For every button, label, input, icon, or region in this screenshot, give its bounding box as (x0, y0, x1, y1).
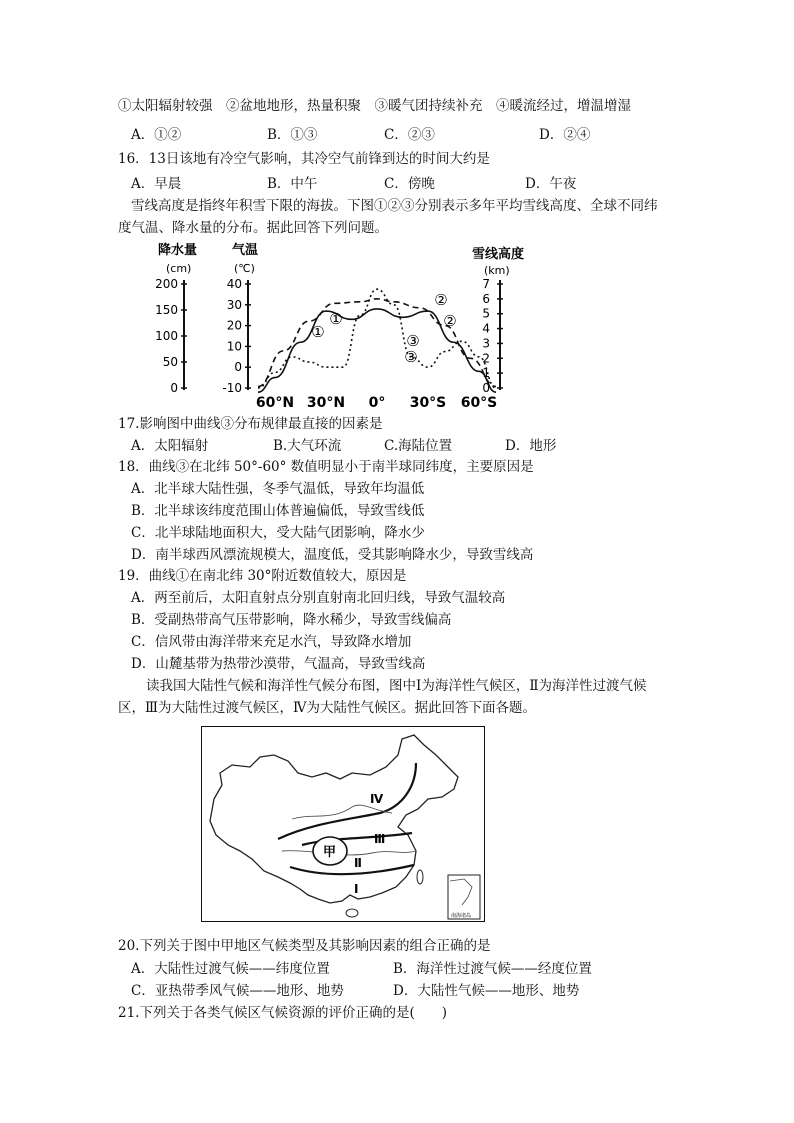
series-line-2 (258, 299, 496, 387)
q16-option-d[interactable]: D．午夜 (525, 176, 577, 192)
china-intro-line2: 区，Ⅲ为大陆性过渡气候区，Ⅳ为大陆性气候区。据此回答下面各题。 (118, 700, 537, 716)
q18-option-c[interactable]: C．北半球陆地面积大，受大陆气团影响，降水少 (131, 525, 425, 541)
q21-stem: 21.下列关于各类气候区气候资源的评价正确的是( ) (118, 1005, 448, 1021)
region-iv-label: Ⅳ (370, 792, 384, 806)
series-label-1: ① (329, 310, 343, 328)
yangtze-river (282, 851, 416, 855)
q20-stem: 20.下列关于图中甲地区气候类型及其影响因素的组合正确的是 (118, 938, 491, 954)
snow-tick-label: 4 (482, 321, 490, 336)
snow-tick-label: 7 (482, 277, 490, 291)
precip-tick-label: 100 (155, 329, 178, 343)
x-tick-label: 30°S (409, 395, 447, 411)
q15-option-c[interactable]: C．②③ (384, 127, 435, 143)
q20-option-b[interactable]: B．海洋性过渡气候——经度位置 (393, 961, 592, 977)
q15-option-a[interactable]: A．①② (131, 127, 182, 143)
temp-tick-label: 40 (226, 277, 242, 291)
snow-tick-label: 5 (482, 306, 490, 321)
snow-tick-label: 6 (482, 291, 490, 306)
series-label-2: ② (443, 312, 457, 330)
q15-option-d[interactable]: D．②④ (539, 127, 591, 143)
region-i-label: Ⅰ (354, 882, 359, 896)
region-jia-label: 甲 (323, 845, 337, 860)
boundary-iv-iii (278, 763, 416, 839)
q19-stem: 19．曲线①在南北纬 30°附近数值较大，原因是 (118, 568, 407, 584)
temp-tick-label: 0 (234, 360, 242, 375)
region-iii-label: Ⅲ (374, 832, 386, 846)
q18-option-d[interactable]: D．南半球西风漂流规模大，温度低，受其影响降水少，导致雪线高 (131, 547, 534, 563)
snow-tick-label: 0 (482, 381, 490, 395)
precip-tick-label: 200 (155, 277, 178, 291)
q17-option-d[interactable]: D．地形 (505, 438, 557, 454)
q16-option-c[interactable]: C．傍晚 (384, 176, 435, 192)
series-label-3: ③ (406, 332, 420, 350)
snow-tick-label: 1 (482, 366, 490, 381)
q15-factors: ①太阳辐射较强 ②盆地地形，热量积聚 ③暖气团持续补充 ④暖流经过，增温增湿 (118, 98, 631, 114)
x-tick-label: 0° (368, 395, 386, 411)
hainan-island (346, 909, 358, 917)
q19-option-b[interactable]: B．受副热带高气压带影响，降水稀少，导致雪线偏高 (131, 612, 452, 628)
q16-option-b[interactable]: B．中午 (267, 176, 318, 192)
series-label-1: ① (311, 323, 325, 341)
temp-tick-label: 10 (226, 339, 242, 354)
series-line-1 (258, 306, 496, 392)
q19-option-a[interactable]: A．两至前后，太阳直射点分别直射南北回归线，导致气温较高 (131, 590, 506, 606)
q18-option-b[interactable]: B．北半球该纬度范围山体普遍偏低，导致雪线低 (131, 503, 425, 519)
snow-axis-unit: (km) (484, 264, 510, 277)
series-label-3: ③ (404, 348, 418, 366)
precip-tick-label: 150 (155, 303, 178, 317)
precip-axis-title: 降水量 (158, 243, 198, 258)
precip-tick-label: 50 (162, 355, 178, 369)
q16-option-a[interactable]: A．早晨 (131, 176, 182, 192)
snow-axis-title: 雪线高度 (472, 247, 525, 262)
q18-option-a[interactable]: A．北半球大陆性强，冬季气温低，导致年均温低 (131, 481, 425, 497)
china-climate-map (201, 726, 485, 922)
x-tick-label: 30°N (306, 395, 346, 411)
x-tick-label: 60°N (255, 395, 295, 411)
q20-option-c[interactable]: C．亚热带季风气候——地形、地势 (131, 983, 344, 999)
inset-caption: 南海诸岛 (451, 913, 472, 919)
x-tick-label: 60°S (460, 395, 498, 411)
yellow-river (292, 805, 392, 819)
precip-axis-unit: (cm) (166, 262, 192, 275)
snow-tick-label: 2 (482, 351, 490, 366)
q20-option-a[interactable]: A．大陆性过渡气候——纬度位置 (131, 961, 330, 977)
precip-tick-label: 0 (170, 381, 178, 395)
snowline-intro-line2: 度气温、降水量的分布。据此回答下列问题。 (118, 220, 388, 236)
q15-option-b[interactable]: B．①③ (267, 127, 318, 143)
region-ii-label: Ⅱ (354, 856, 362, 870)
temp-axis-title: 气温 (232, 243, 259, 258)
q17-option-a[interactable]: A．太阳辐射 (131, 438, 209, 454)
q19-option-c[interactable]: C．信风带由海洋带来充足水汽，导致降水增加 (131, 634, 412, 650)
snowline-chart (150, 240, 525, 412)
temp-axis-unit: (℃) (234, 262, 255, 275)
q18-stem: 18．曲线③在北纬 50°-60° 数值明显小于南半球同纬度，主要原因是 (118, 459, 534, 475)
q17-option-b[interactable]: B.大气环流 (273, 438, 342, 454)
q17-stem: 17.影响图中曲线③分布规律最直接的因素是 (118, 416, 383, 432)
q20-option-d[interactable]: D．大陆性气候——地形、地势 (393, 983, 580, 999)
temp-tick-label: 30 (226, 297, 242, 312)
china-outline (210, 735, 458, 903)
snowline-intro-line1: 雪线高度是指终年积雪下限的海拔。下图①②③分别表示多年平均雪线高度、全球不同纬 (131, 198, 658, 214)
series-label-2: ② (434, 291, 448, 309)
q17-option-c[interactable]: C.海陆位置 (384, 438, 453, 454)
q16-stem: 16．13日该地有冷空气影响，其冷空气前锋到达的时间大约是 (118, 151, 490, 167)
temp-tick-label: -10 (222, 381, 242, 395)
boundary-ii-i (290, 865, 414, 874)
series-line-3 (258, 289, 496, 388)
taiwan-island (417, 870, 423, 884)
snow-tick-label: 3 (482, 336, 490, 351)
q19-option-d[interactable]: D．山麓基带为热带沙漠带，气温高，导致雪线高 (131, 656, 426, 672)
temp-tick-label: 20 (226, 318, 242, 333)
china-intro-line1: 读我国大陆性气候和海洋性气候分布图，图中Ⅰ为海洋性气候区，Ⅱ为海洋性过渡气候 (146, 678, 647, 694)
